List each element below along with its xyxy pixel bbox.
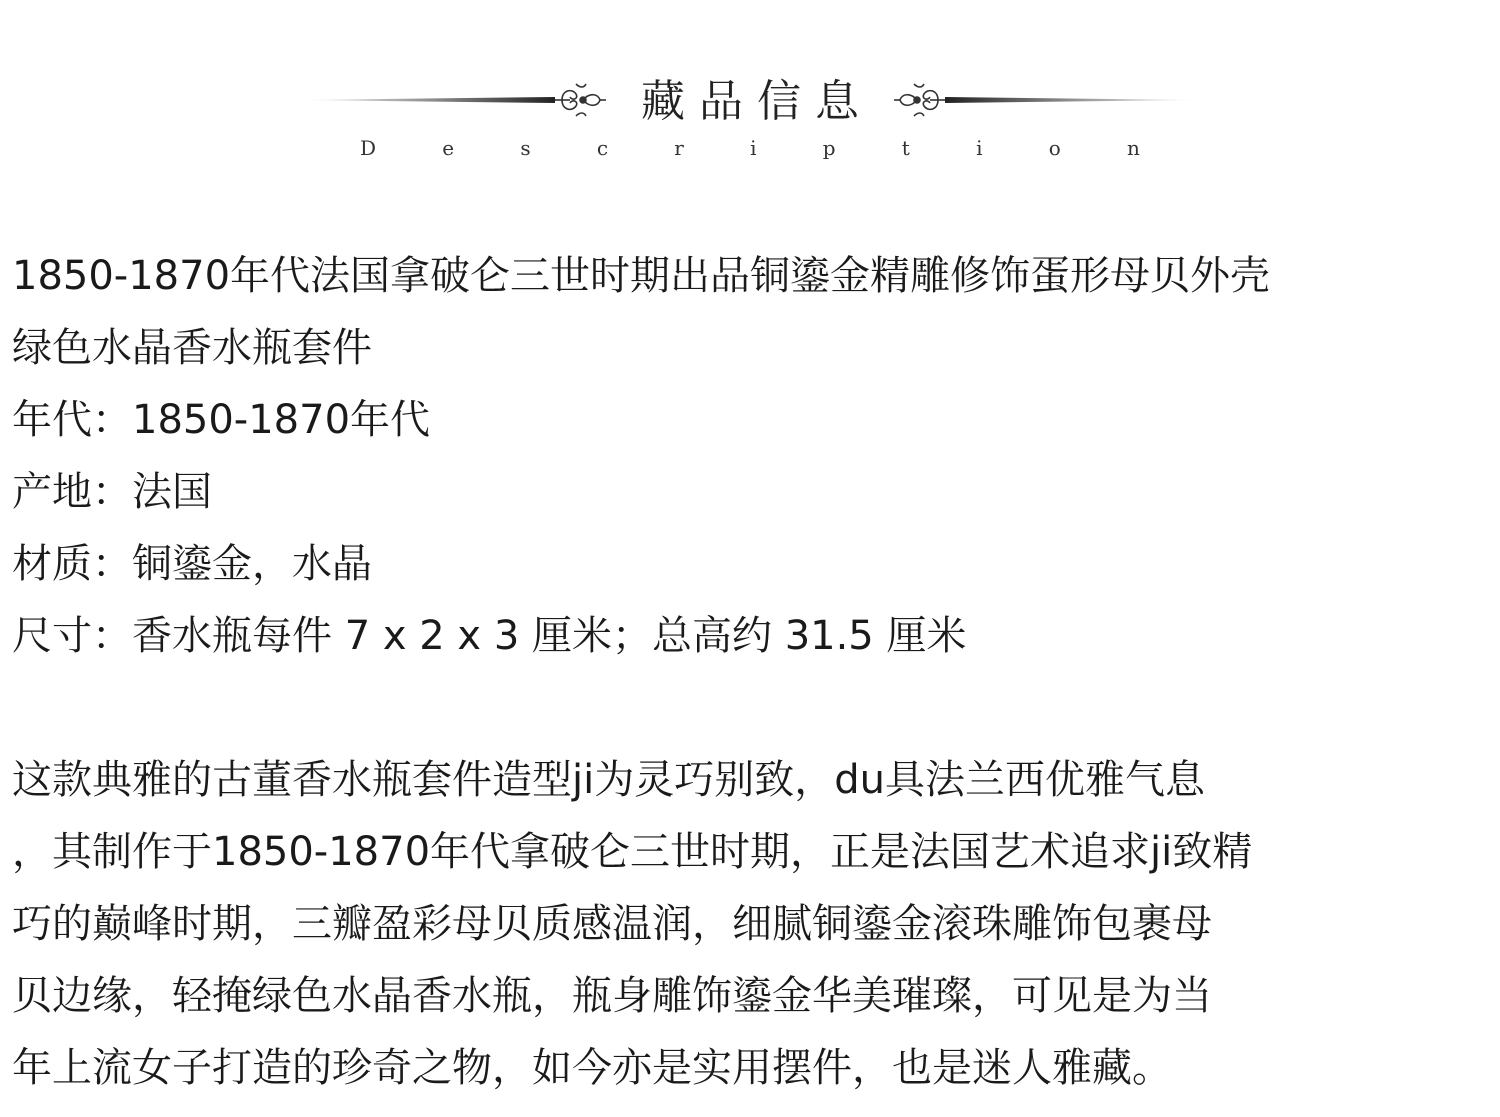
item-title-line-2: 绿色水晶香水瓶套件: [12, 325, 372, 371]
section-subtitle: [360, 136, 1140, 160]
description-line: 年上流女子打造的珍奇之物，如今亦是实用摆件，也是迷人雅藏。: [12, 1045, 1172, 1091]
section-header: [0, 60, 1500, 170]
subtitle-letter: c: [596, 136, 609, 160]
item-era: 年代：1850-1870年代: [12, 397, 431, 443]
subtitle-letter: o: [1048, 136, 1061, 160]
description-line: 巧的巅峰时期，三瓣盈彩母贝质感温润，细腻铜鎏金滚珠雕饰包裹母: [12, 901, 1212, 947]
subtitle-letter: t: [901, 136, 910, 160]
description-line: 这款典雅的古董香水瓶套件造型ji为灵巧别致，du具法兰西优雅气息: [12, 757, 1205, 803]
item-material: 材质：铜鎏金，水晶: [12, 541, 372, 587]
item-title-line-1: 1850-1870年代法国拿破仑三世时期出品铜鎏金精雕修饰蛋形母贝外壳: [12, 253, 1271, 299]
subtitle-letter: r: [674, 136, 684, 160]
description-line: 贝边缘，轻掩绿色水晶香水瓶，瓶身雕饰鎏金华美璀璨，可见是为当: [12, 973, 1212, 1019]
subtitle-letter: n: [1126, 136, 1140, 160]
subtitle-letter: i: [976, 136, 983, 160]
item-size: 尺寸：香水瓶每件 7 x 2 x 3 厘米；总高约 31.5 厘米: [12, 613, 967, 659]
section-title: 藏品信息: [641, 76, 873, 127]
item-origin: 产地：法国: [12, 469, 212, 515]
description-paragraph: [12, 744, 1488, 1104]
paragraph-gap: [12, 672, 1488, 744]
subtitle-letter: D: [360, 136, 377, 160]
subtitle-letter: i: [750, 136, 757, 160]
description-line: ，其制作于1850-1870年代拿破仑三世时期，正是法国艺术追求ji致精: [12, 829, 1253, 875]
subtitle-letter: s: [520, 136, 531, 160]
subtitle-letter: e: [442, 136, 455, 160]
subtitle-letter: p: [822, 136, 836, 160]
item-info: [12, 240, 1488, 1104]
